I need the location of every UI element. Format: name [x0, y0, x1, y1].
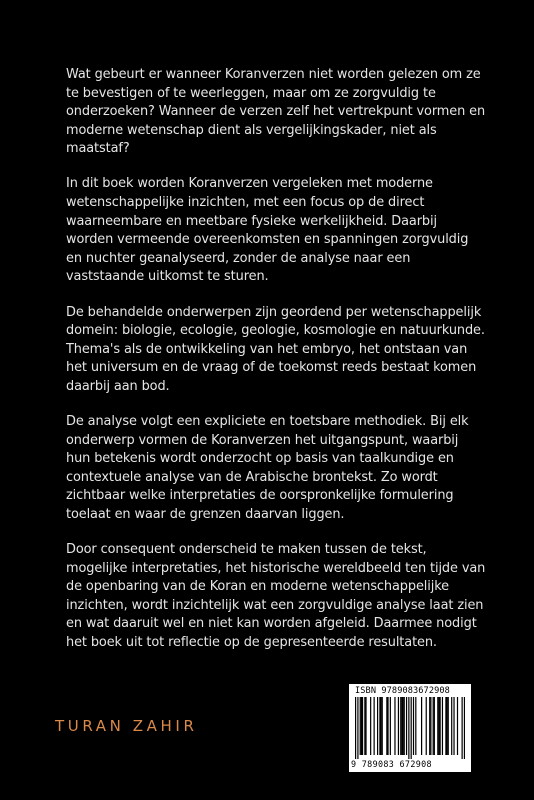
barcode-bar	[406, 697, 407, 755]
barcode-bar	[365, 697, 366, 755]
barcode-bar	[382, 697, 383, 755]
barcode-bar	[379, 697, 380, 755]
barcode-bar	[434, 697, 435, 755]
barcode-bar	[429, 697, 430, 755]
barcode-bar	[437, 697, 438, 755]
barcode-bar	[453, 697, 454, 755]
barcode-bar	[374, 697, 375, 755]
barcode-digits: 9 789083 672908	[351, 759, 432, 769]
barcode-bar	[398, 697, 399, 755]
blurb-text	[66, 66, 486, 669]
barcode-bar	[448, 697, 449, 755]
barcode-bar	[394, 697, 395, 755]
barcode-bar	[430, 697, 431, 755]
barcode-bar	[362, 697, 363, 755]
barcode-bar	[355, 697, 356, 759]
barcode-bar	[380, 697, 381, 755]
barcode-bar	[442, 697, 443, 755]
barcode-bar	[360, 697, 361, 755]
barcode-bar	[377, 697, 378, 755]
blurb-paragraph-2: In dit boek worden Koranverzen vergeleken met moderne wetenschappelijke inzichten, met een focus op de direct waarneembare en meetbare fysieke werkelijkheid. Daarbij worden vermeende overeenkomsten en spanningen zorgvuldig en nuchter geanalyseerd, zonder de analyse naar een vaststaande uitkomst te sturen.	[66, 176, 469, 285]
barcode-bar	[462, 697, 463, 759]
barcode-bar	[357, 697, 358, 759]
isbn-barcode	[349, 684, 471, 772]
barcode-bar	[402, 697, 403, 755]
barcode-bar	[401, 697, 402, 755]
barcode-bar	[390, 697, 391, 755]
barcode-bar	[413, 697, 414, 755]
barcode-bar	[421, 697, 422, 755]
barcode-bars	[355, 697, 465, 759]
barcode-bar	[433, 697, 434, 755]
blurb-paragraph-1: Wat gebeurt er wanneer Koranverzen niet worden gelezen om ze te bevestigen of te weerleggen, maar om ze zorgvuldig te onderzoeken? Wanneer de verzen zelf het vertrekpunt vormen en moderne wetenschap dient als vergelijkingskader, niet als maatstaf?	[66, 67, 486, 157]
barcode-bar	[361, 697, 362, 755]
barcode-bar	[387, 697, 388, 755]
blurb-paragraph-5: Door consequent onderscheid te maken tussen de tekst, mogelijke interpretaties, het historische wereldbeeld ten tijde van de openbaring van de Koran en moderne wetenschappelijke inzichten, wordt inzichtelijk wat een zorgvuldige analyse laat zien en wat daaruit wel en niet kan worden afgeleid. Daarmee nodigt het boek uit tot reflectie op de gepresenteerde resultaten.	[66, 542, 486, 651]
blurb-paragraph-4: De analyse volgt een expliciete en toetsbare methodiek. Bij elk onderwerp vormen de Koranverzen het uitgangspunt, waarbij hun betekenis wordt onderzocht op basis van taalkundige en contextuele analyse van de Arabische brontekst. Zo wordt zichtbaar welke interpretaties de oorspronkelijke formulering toelaat en waar de grenzen daarvan liggen.	[66, 414, 469, 522]
blurb-paragraph-3: De behandelde onderwerpen zijn geordend per wetenschappelijk domein: biologie, ecologie, geologie, kosmologie en natuurkunde. Thema's als de ontwikkeling van het embryo, het ontstaan van het universum en de vraag of de toekomst reeds bestaat komen daarbij aan bod.	[66, 304, 485, 394]
barcode-bar	[438, 697, 439, 755]
barcode-bar	[446, 697, 447, 755]
barcode-bar	[457, 697, 458, 755]
isbn-label: ISBN 9789083672908	[355, 686, 450, 696]
barcode-bar	[400, 697, 401, 755]
barcode-bar	[440, 697, 441, 755]
barcode-bar	[364, 697, 365, 755]
barcode-bar	[386, 697, 387, 755]
barcode-bar	[415, 697, 416, 755]
author-name: TURAN ZAHIR	[55, 717, 198, 735]
barcode-bar	[464, 697, 465, 759]
barcode-bar	[426, 697, 427, 755]
barcode-bar	[451, 697, 452, 755]
barcode-bar	[445, 697, 446, 755]
barcode-bar	[411, 697, 412, 759]
barcode-bar	[408, 697, 409, 759]
barcode-bar	[404, 697, 405, 755]
barcode-bar	[370, 697, 371, 755]
